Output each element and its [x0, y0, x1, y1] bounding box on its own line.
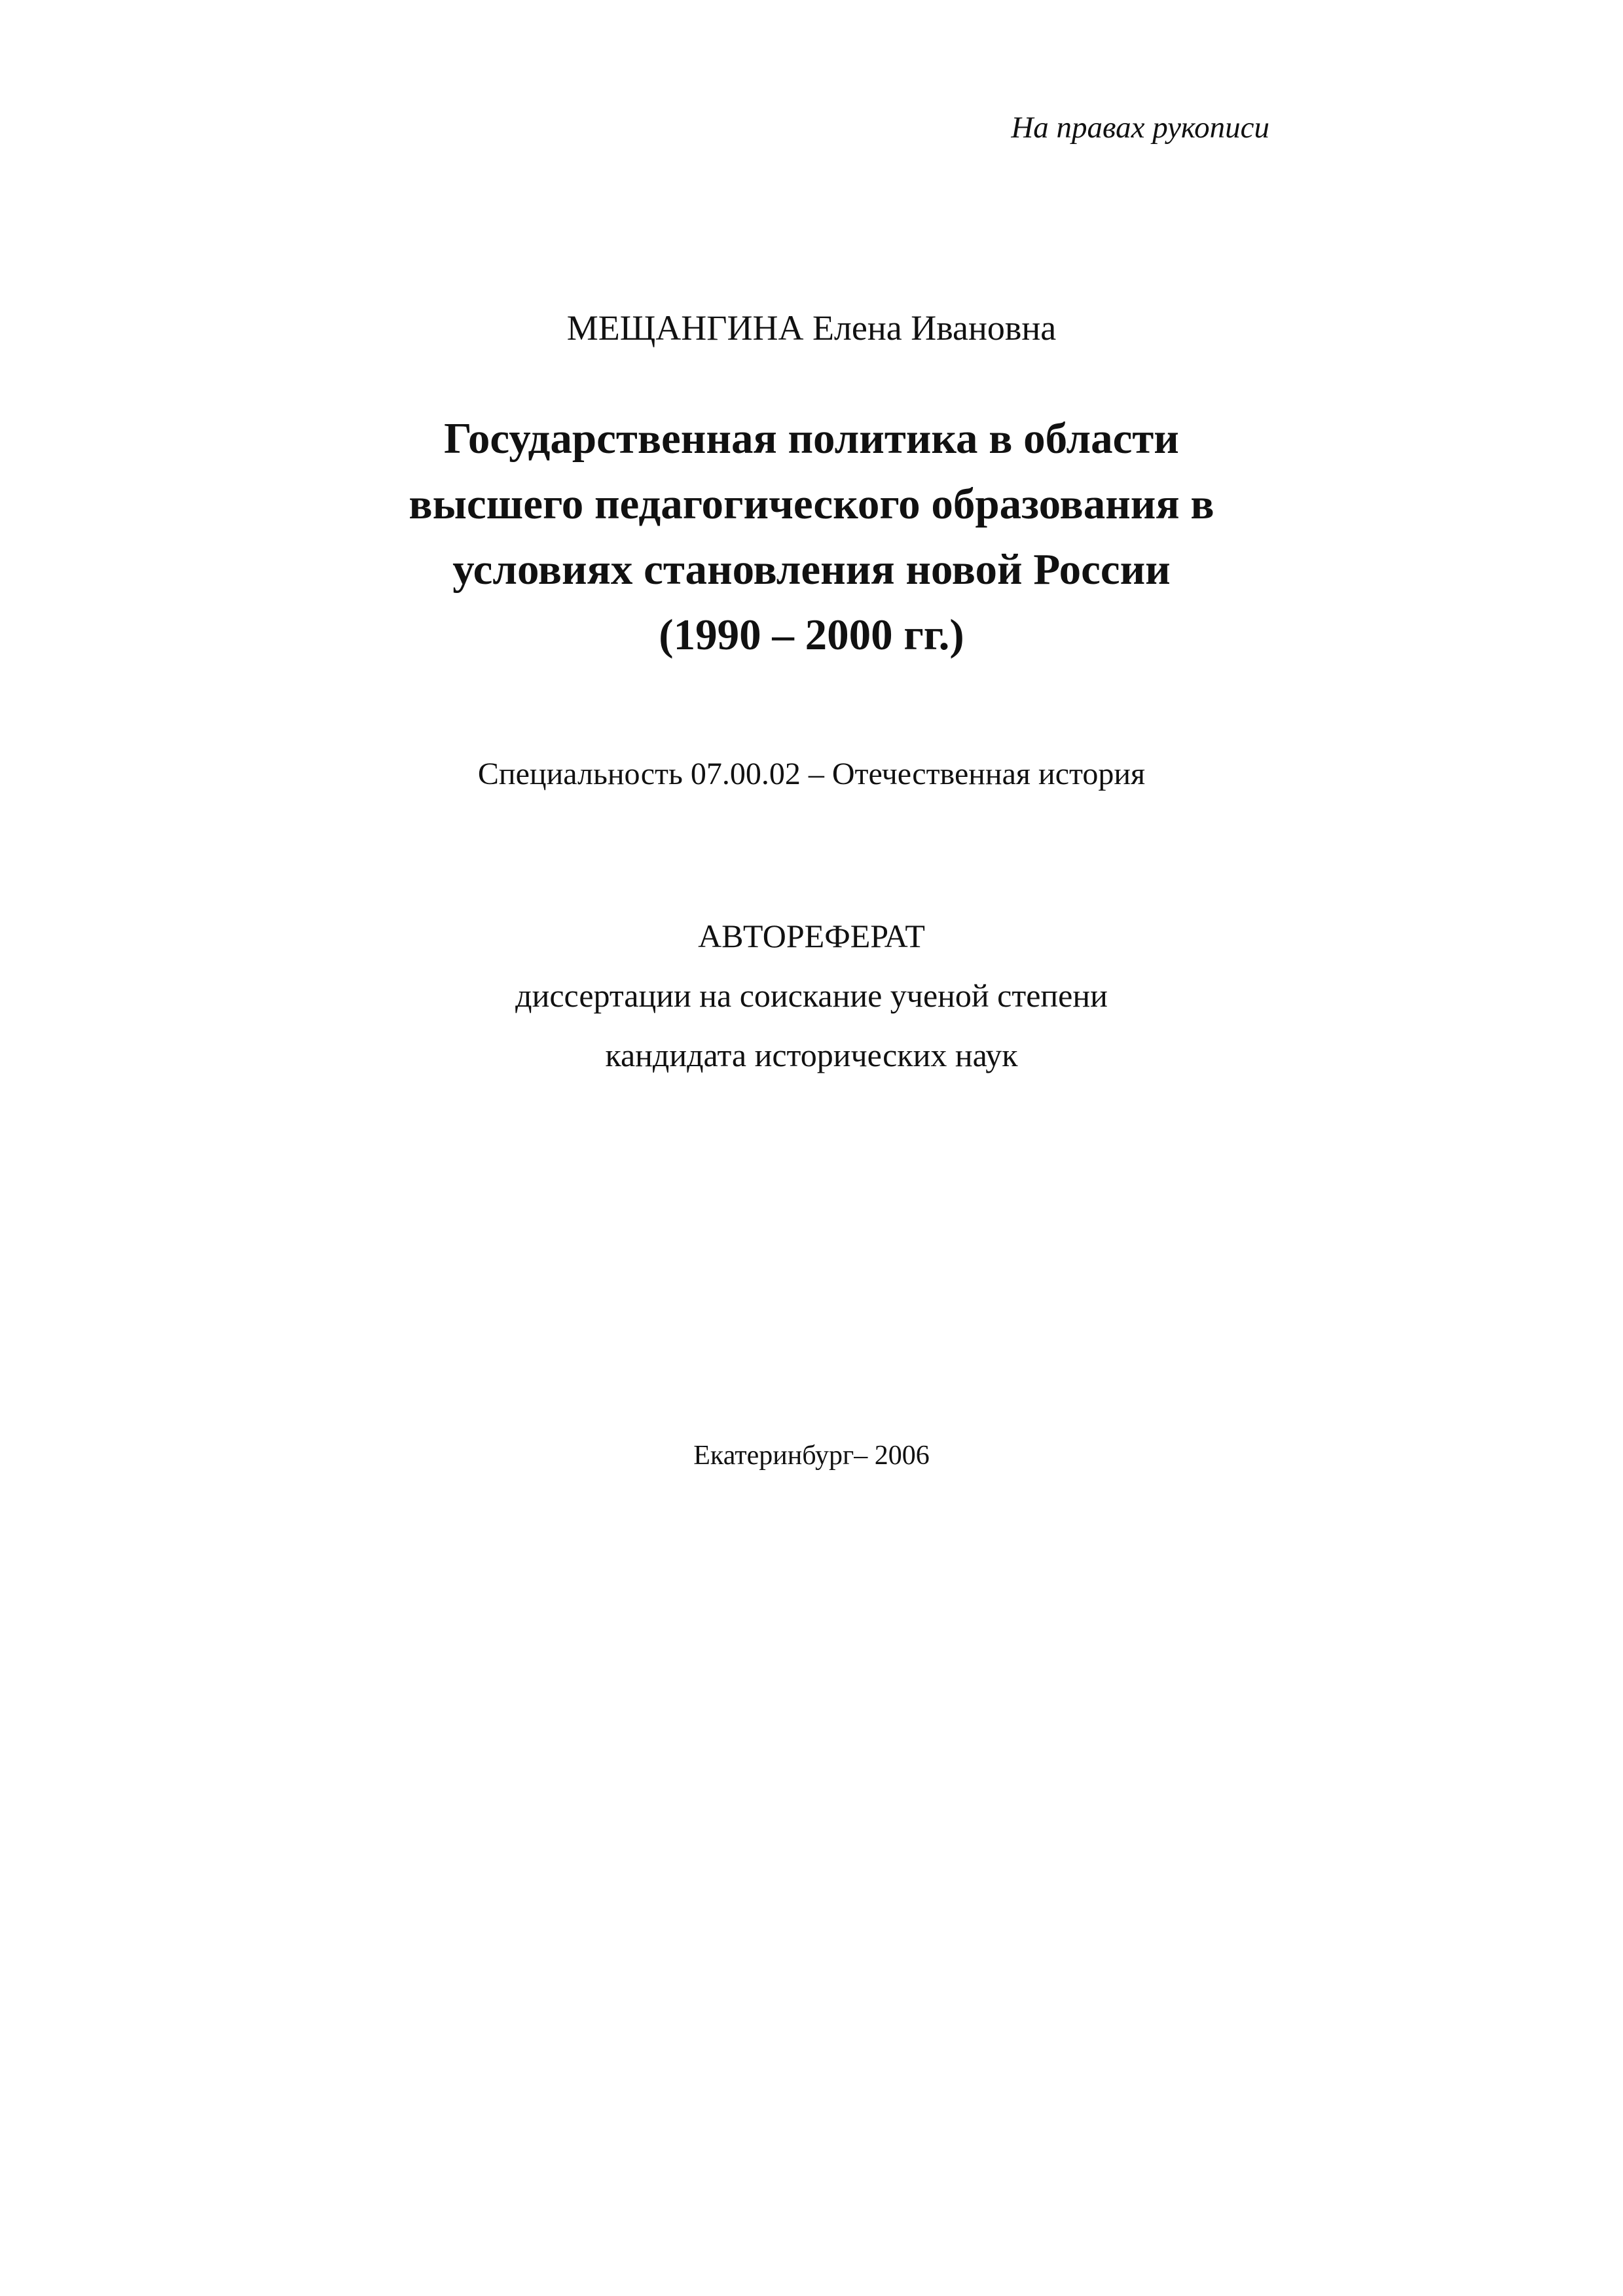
abstract-degree-line: кандидата исторических наук [605, 1037, 1018, 1073]
author-name: МЕЩАНГИНА Елена Ивановна [566, 308, 1057, 348]
title-line: условиях становления новой России [452, 545, 1171, 594]
title-line: Государственная политика в области [444, 414, 1179, 463]
dissertation-title [0, 406, 1623, 668]
rights-note: На правах рукописи [1011, 111, 1269, 145]
specialty: Специальность 07.00.02 – Отечественная история [477, 757, 1146, 791]
abstract-description-line: диссертации на соискание ученой степени [515, 977, 1108, 1014]
abstract-heading: АВТОРЕФЕРАТ [698, 918, 925, 954]
title-line: (1990 – 2000 гг.) [659, 611, 964, 659]
title-line: высшего педагогического образования в [409, 480, 1214, 528]
abstract-block [0, 906, 1623, 1085]
place-year: Екатеринбург– 2006 [693, 1441, 930, 1471]
